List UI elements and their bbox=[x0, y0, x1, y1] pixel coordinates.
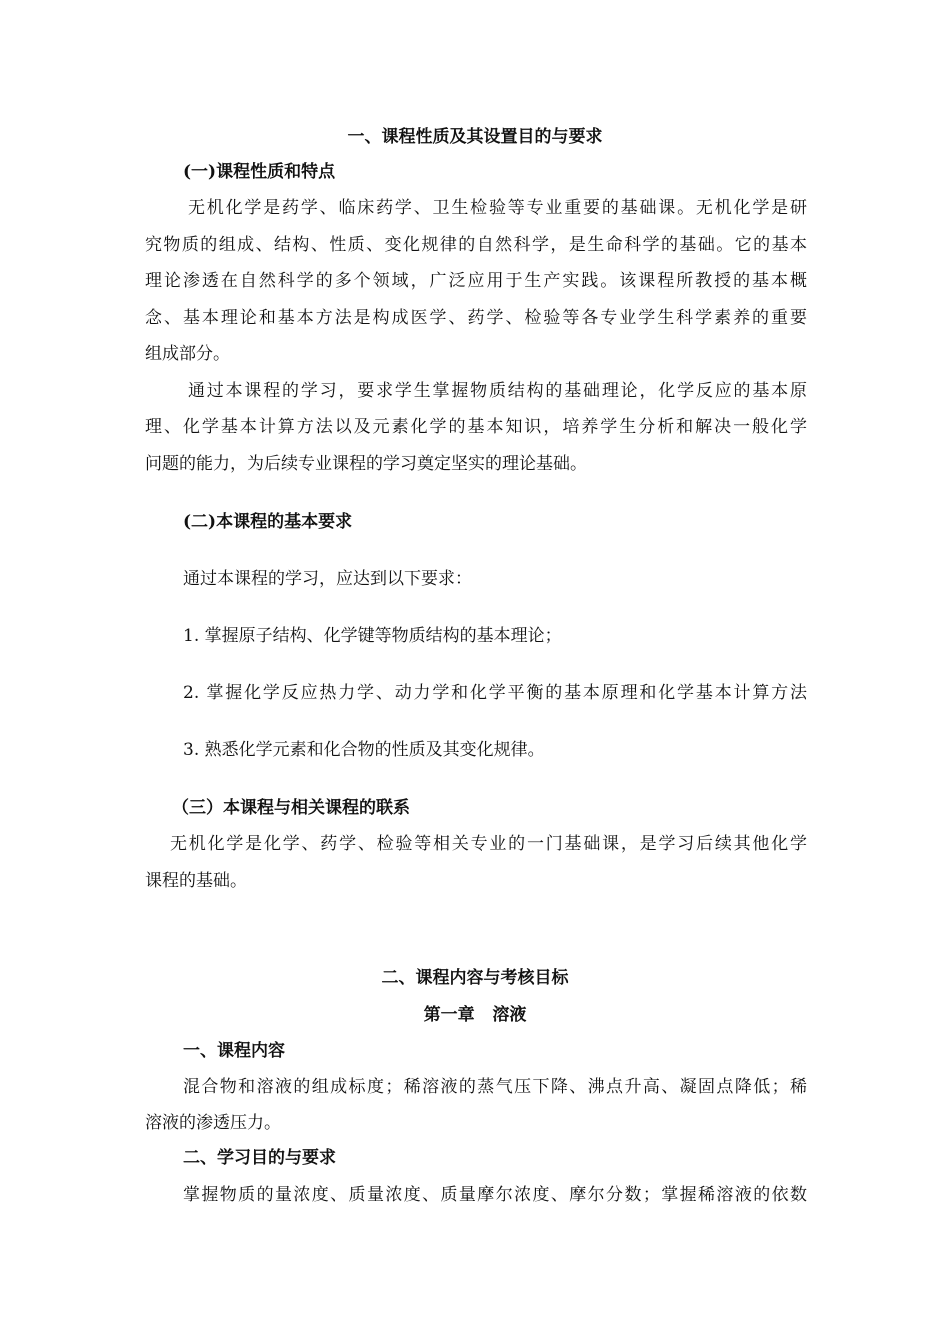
requirement-item-3: 3. 熟悉化学元素和化合物的性质及其变化规律。 bbox=[183, 740, 545, 760]
section2-heading: 二、课程内容与考核目标 bbox=[381, 968, 569, 988]
para1-line-1: 无机化学是药学、临床药学、卫生检验等专业重要的基础课。无机化学是研 bbox=[188, 198, 807, 218]
sub1-heading: (一)课程性质和特点 bbox=[183, 162, 336, 182]
para1-line-2: 究物质的组成、结构、性质、变化规律的自然科学，是生命科学的基础。它的基本 bbox=[145, 235, 807, 255]
goal-line-1: 掌握物质的量浓度、质量浓度、质量摩尔浓度、摩尔分数；掌握稀溶液的依数 bbox=[183, 1185, 807, 1205]
chapter-title: 第一章 溶液 bbox=[423, 1005, 527, 1025]
content-line-1: 混合物和溶液的组成标度；稀溶液的蒸气压下降、沸点升高、凝固点降低；稀 bbox=[183, 1077, 807, 1097]
content-heading: 一、课程内容 bbox=[183, 1041, 285, 1061]
para2-line-2: 理、化学基本计算方法以及元素化学的基本知识，培养学生分析和解决一般化学 bbox=[145, 417, 807, 437]
sub3-heading: （三）本课程与相关课程的联系 bbox=[172, 798, 410, 818]
goal-heading: 二、学习目的与要求 bbox=[183, 1148, 336, 1168]
requirement-item-1: 1. 掌握原子结构、化学键等物质结构的基本理论； bbox=[183, 626, 562, 646]
section1-heading: 一、课程性质及其设置目的与要求 bbox=[347, 127, 603, 147]
sub2-heading: (二)本课程的基本要求 bbox=[183, 512, 353, 532]
sub3-para-line-1: 无机化学是化学、药学、检验等相关专业的一门基础课，是学习后续其他化学 bbox=[170, 834, 807, 854]
para1-line-5: 组成部分。 bbox=[145, 344, 230, 364]
requirement-item-2: 2. 掌握化学反应热力学、动力学和化学平衡的基本原理和化学基本计算方法 bbox=[183, 683, 807, 703]
para2-line-1: 通过本课程的学习，要求学生掌握物质结构的基础理论，化学反应的基本原 bbox=[188, 381, 807, 401]
para1-line-3: 理论渗透在自然科学的多个领域，广泛应用于生产实践。该课程所教授的基本概 bbox=[145, 271, 807, 291]
para1-line-4: 念、基本理论和基本方法是构成医学、药学、检验等各专业学生科学素养的重要 bbox=[145, 308, 807, 328]
sub2-intro: 通过本课程的学习，应达到以下要求： bbox=[183, 569, 472, 589]
sub3-para-line-2: 课程的基础。 bbox=[145, 871, 247, 891]
content-line-2: 溶液的渗透压力。 bbox=[145, 1113, 281, 1133]
para2-line-3: 问题的能力，为后续专业课程的学习奠定坚实的理论基础。 bbox=[145, 454, 587, 474]
